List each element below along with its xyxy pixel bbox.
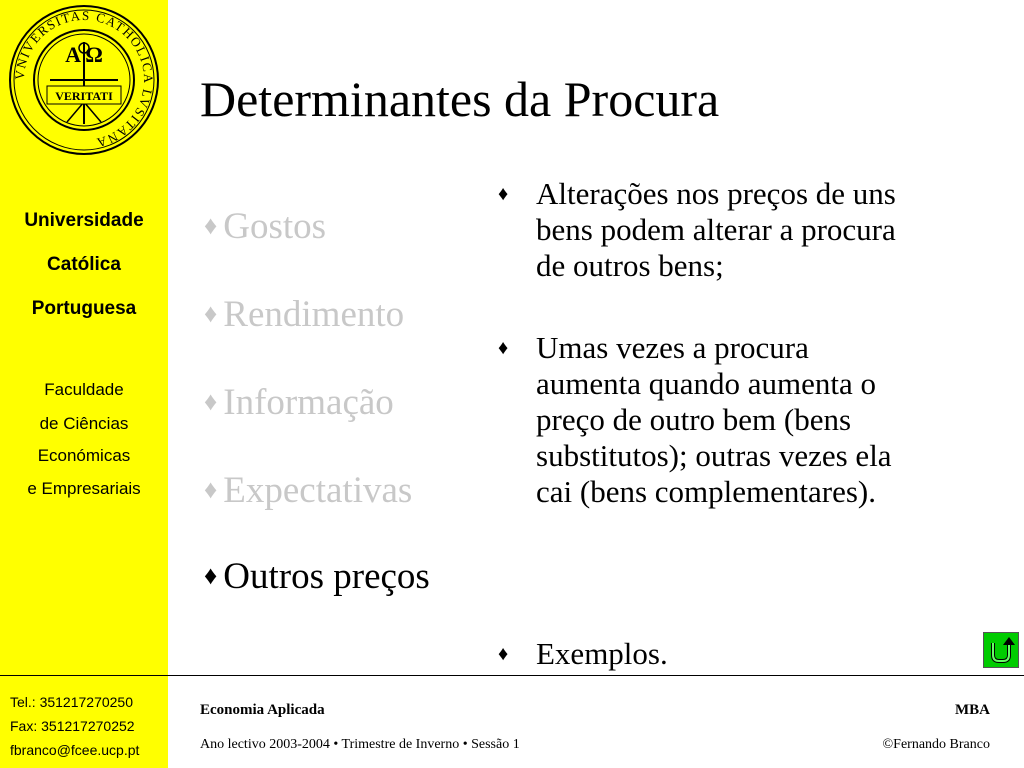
bullet-line: Alterações nos preços de uns bbox=[536, 176, 896, 211]
bullet-line: Exemplos. bbox=[536, 636, 668, 671]
university-name-line-2: Católica bbox=[47, 254, 121, 275]
diamond-bullet-icon: ♦ bbox=[204, 387, 218, 416]
u-turn-return-icon bbox=[984, 633, 1018, 667]
footer-divider bbox=[168, 675, 1024, 676]
slide-title: Determinantes da Procura bbox=[200, 71, 720, 127]
seal-ring-text: VNIVERSITAS CATHOLICA LVSITANA bbox=[11, 7, 157, 151]
seal-motto: VERITATI bbox=[55, 89, 113, 103]
faculty-line-4: e Empresariais bbox=[27, 479, 141, 498]
diamond-bullet-icon: ♦ bbox=[204, 561, 218, 590]
diamond-bullet-icon: ♦ bbox=[498, 183, 509, 205]
faculty-line-3: Económicas bbox=[37, 446, 131, 465]
university-name-line-1: Universidade bbox=[24, 210, 144, 231]
bullet-line: Umas vezes a procura bbox=[536, 330, 809, 365]
diamond-bullet-icon: ♦ bbox=[498, 643, 509, 665]
faculty-line-2: de Ciências bbox=[39, 414, 129, 433]
bullet-line: preço de outro bem (bens bbox=[536, 402, 852, 437]
left-bullet-expectativas: ♦ Expectativas bbox=[204, 470, 413, 511]
footer-session-info: Ano lectivo 2003-2004 • Trimestre de Inverno • Sessão 1 bbox=[200, 737, 520, 752]
left-bullet-gostos: ♦ Gostos bbox=[204, 206, 327, 247]
university-name-line-3: Portuguesa bbox=[31, 298, 137, 319]
contact-tel: Tel.: 351217270250 bbox=[10, 694, 133, 710]
footer-course-name: Economia Aplicada bbox=[200, 702, 325, 718]
footer-author: ©Fernando Branco bbox=[882, 737, 990, 752]
bullet-line: bens podem alterar a procura bbox=[536, 212, 896, 247]
sidebar-divider bbox=[0, 675, 168, 676]
contact-email[interactable]: fbranco@fcee.ucp.pt bbox=[10, 742, 140, 758]
bullet-line: aumenta quando aumenta o bbox=[536, 366, 877, 401]
footer-program: MBA bbox=[955, 702, 990, 718]
faculty-line-1: Faculdade bbox=[44, 380, 124, 399]
left-bullet-outros-precos: ♦ Outros preços bbox=[204, 556, 430, 597]
contact-fax: Fax: 351217270252 bbox=[10, 718, 135, 734]
left-bullet-informacao: ♦ Informação bbox=[204, 382, 394, 423]
right-bullet-alteracoes bbox=[498, 176, 1008, 284]
right-bullet-umas-vezes bbox=[498, 330, 1008, 510]
diamond-bullet-icon: ♦ bbox=[498, 337, 509, 359]
return-button[interactable] bbox=[983, 632, 1019, 668]
diamond-bullet-icon: ♦ bbox=[204, 299, 218, 328]
diamond-bullet-icon: ♦ bbox=[204, 211, 218, 240]
diamond-bullet-icon: ♦ bbox=[204, 475, 218, 504]
bullet-line: de outros bens; bbox=[536, 248, 724, 283]
right-bullet-exemplos bbox=[498, 636, 1008, 672]
sidebar bbox=[0, 0, 168, 768]
bullet-line: substitutos); outras vezes ela bbox=[536, 438, 892, 473]
left-bullet-rendimento: ♦ Rendimento bbox=[204, 294, 405, 335]
university-seal-logo bbox=[5, 2, 163, 158]
bullet-line: cai (bens complementares). bbox=[536, 474, 876, 509]
seal-symbols: A Ω bbox=[65, 42, 103, 67]
